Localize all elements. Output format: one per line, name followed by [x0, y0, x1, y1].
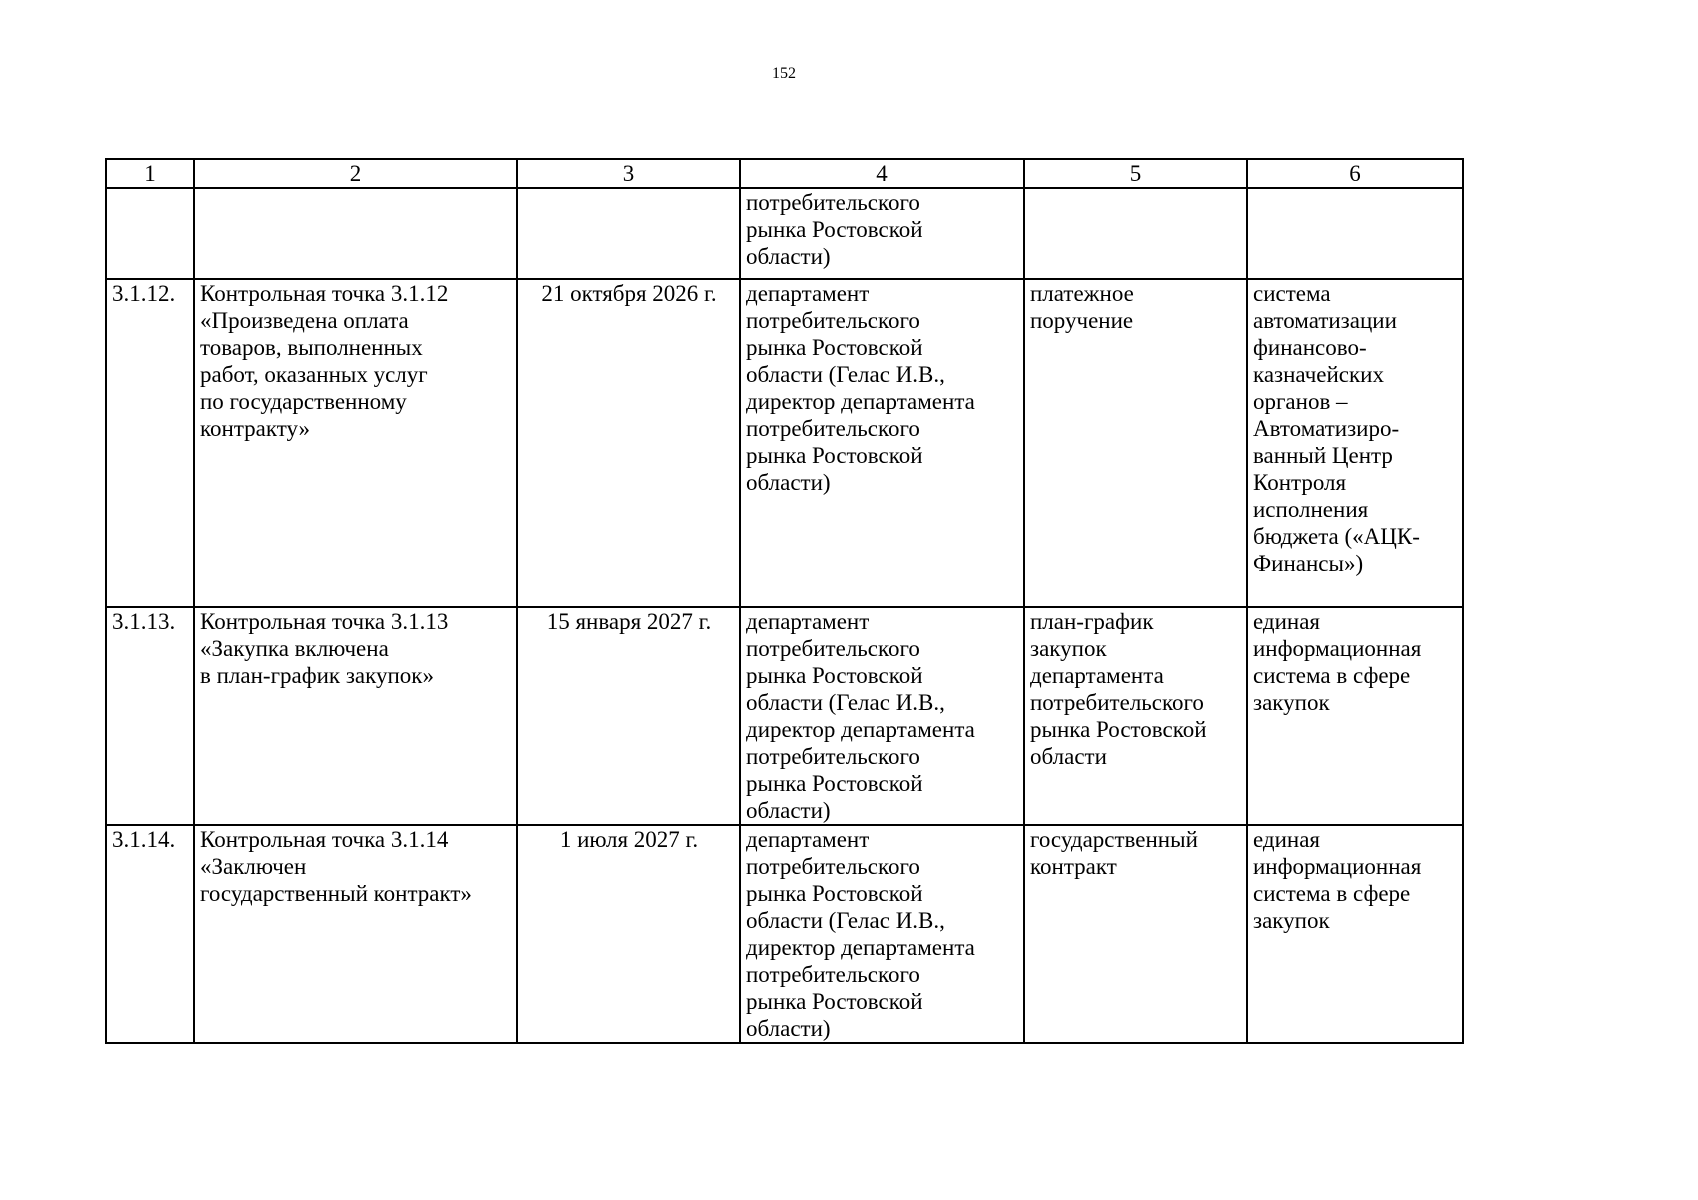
cell-document — [1024, 188, 1247, 279]
cell-name: Контрольная точка 3.1.14 «Заключен государственный контракт» — [194, 825, 517, 1043]
cell-system: система автоматизации финансово- казначейских органов – Автоматизиро- ванный Центр Контроля исполнения бюджета («АЦК- Финансы») — [1247, 279, 1463, 607]
column-number-4: 4 — [740, 159, 1024, 188]
cell-number: 3.1.14. — [106, 825, 194, 1043]
cell-responsible: департамент потребительского рынка Ростовской области (Гелас И.В., директор департамента потребительского рынка Ростовской области) — [740, 825, 1024, 1043]
cell-responsible: департамент потребительского рынка Ростовской области (Гелас И.В., директор департамента потребительского рынка Ростовской области) — [740, 607, 1024, 825]
table-row-continuation — [106, 188, 1463, 279]
cell-document: план-график закупок департамента потребительского рынка Ростовской области — [1024, 607, 1247, 825]
cell-name — [194, 188, 517, 279]
cell-date: 21 октября 2026 г. — [517, 279, 740, 607]
column-number-3: 3 — [517, 159, 740, 188]
table-header-row — [106, 159, 1463, 188]
table-row-3-1-13 — [106, 607, 1463, 825]
cell-date: 15 января 2027 г. — [517, 607, 740, 825]
cell-name: Контрольная точка 3.1.12 «Произведена оплата товаров, выполненных работ, оказанных услуг по государственному контракту» — [194, 279, 517, 607]
column-number-5: 5 — [1024, 159, 1247, 188]
column-number-1: 1 — [106, 159, 194, 188]
column-number-6: 6 — [1247, 159, 1463, 188]
cell-responsible: потребительского рынка Ростовской области) — [740, 188, 1024, 279]
table-row-3-1-12 — [106, 279, 1463, 607]
cell-date — [517, 188, 740, 279]
cell-document: платежное поручение — [1024, 279, 1247, 607]
cell-number: 3.1.13. — [106, 607, 194, 825]
cell-number — [106, 188, 194, 279]
control-points-table — [105, 158, 1464, 1044]
cell-document: государственный контракт — [1024, 825, 1247, 1043]
cell-number: 3.1.12. — [106, 279, 194, 607]
column-number-2: 2 — [194, 159, 517, 188]
cell-date: 1 июля 2027 г. — [517, 825, 740, 1043]
cell-system: единая информационная система в сфере закупок — [1247, 825, 1463, 1043]
page-number: 152 — [772, 65, 796, 82]
cell-system — [1247, 188, 1463, 279]
cell-name: Контрольная точка 3.1.13 «Закупка включена в план-график закупок» — [194, 607, 517, 825]
cell-system: единая информационная система в сфере закупок — [1247, 607, 1463, 825]
cell-responsible: департамент потребительского рынка Ростовской области (Гелас И.В., директор департамента потребительского рынка Ростовской области) — [740, 279, 1024, 607]
table-row-3-1-14 — [106, 825, 1463, 1043]
